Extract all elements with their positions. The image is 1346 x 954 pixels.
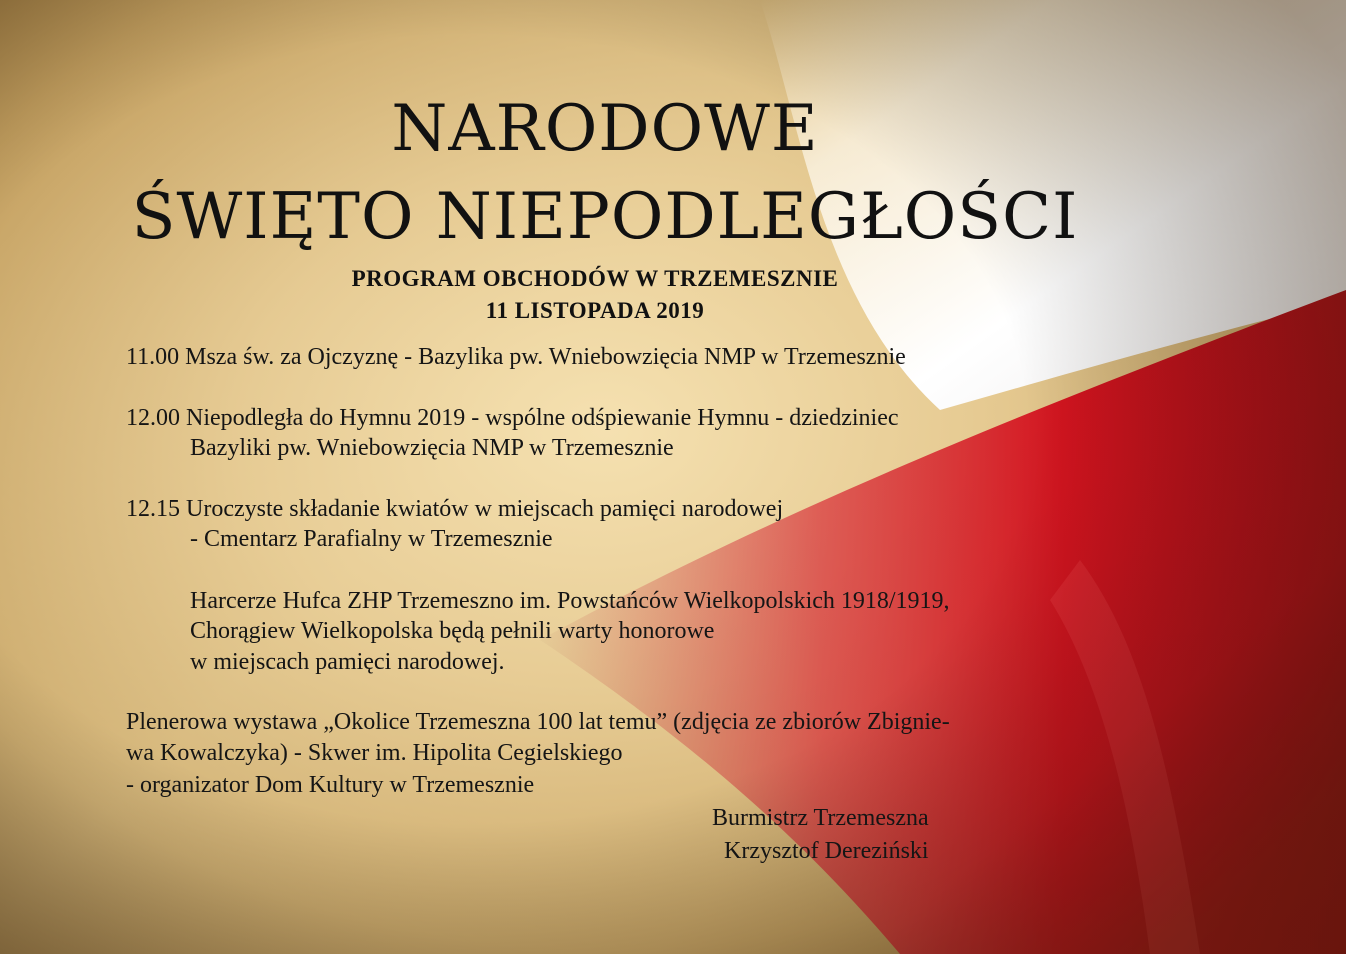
title-line-2: ŚWIĘTO NIEPODLEGŁOŚCI xyxy=(131,180,1079,254)
signature-role: Burmistrz Trzemeszna xyxy=(712,805,929,831)
exhibition-line-2: wa Kowalczyka) - Skwer im. Hipolita Cegielskiego xyxy=(126,740,623,766)
program-item-mass: 11.00 Msza św. za Ojczyznę - Bazylika pw. Wniebowzięcia NMP w Trzemesznie xyxy=(126,344,906,370)
scouts-line-1: Harcerze Hufca ZHP Trzemeszno im. Powstańców Wielkopolskich 1918/1919, xyxy=(190,588,950,614)
exhibition-line-1: Plenerowa wystawa „Okolice Trzemeszna 100 lat temu” (zdjęcia ze zbiorów Zbignie- xyxy=(126,709,950,735)
scouts-line-2: Chorągiew Wielkopolska będą pełnili warty honorowe xyxy=(190,618,715,644)
scouts-line-3: w miejscach pamięci narodowej. xyxy=(190,649,505,675)
program-item-flowers-line-1: 12.15 Uroczyste składanie kwiatów w miejscach pamięci narodowej xyxy=(126,496,784,522)
program-item-anthem-line-2: Bazyliki pw. Wniebowzięcia NMP w Trzemesznie xyxy=(190,435,674,461)
program-item-flowers-line-2: - Cmentarz Parafialny w Trzemesznie xyxy=(190,526,553,552)
title-line-1: NARODOWE xyxy=(391,92,819,166)
program-date: 11 LISTOPADA 2019 xyxy=(485,298,705,323)
exhibition-line-3: - organizator Dom Kultury w Trzemesznie xyxy=(126,772,535,798)
program-heading: PROGRAM OBCHODÓW W TRZEMESZNIE xyxy=(351,266,839,291)
signature-name: Krzysztof Dereziński xyxy=(724,838,929,864)
program-item-anthem-line-1: 12.00 Niepodległa do Hymnu 2019 - wspólne odśpiewanie Hymnu - dziedziniec xyxy=(126,405,899,431)
